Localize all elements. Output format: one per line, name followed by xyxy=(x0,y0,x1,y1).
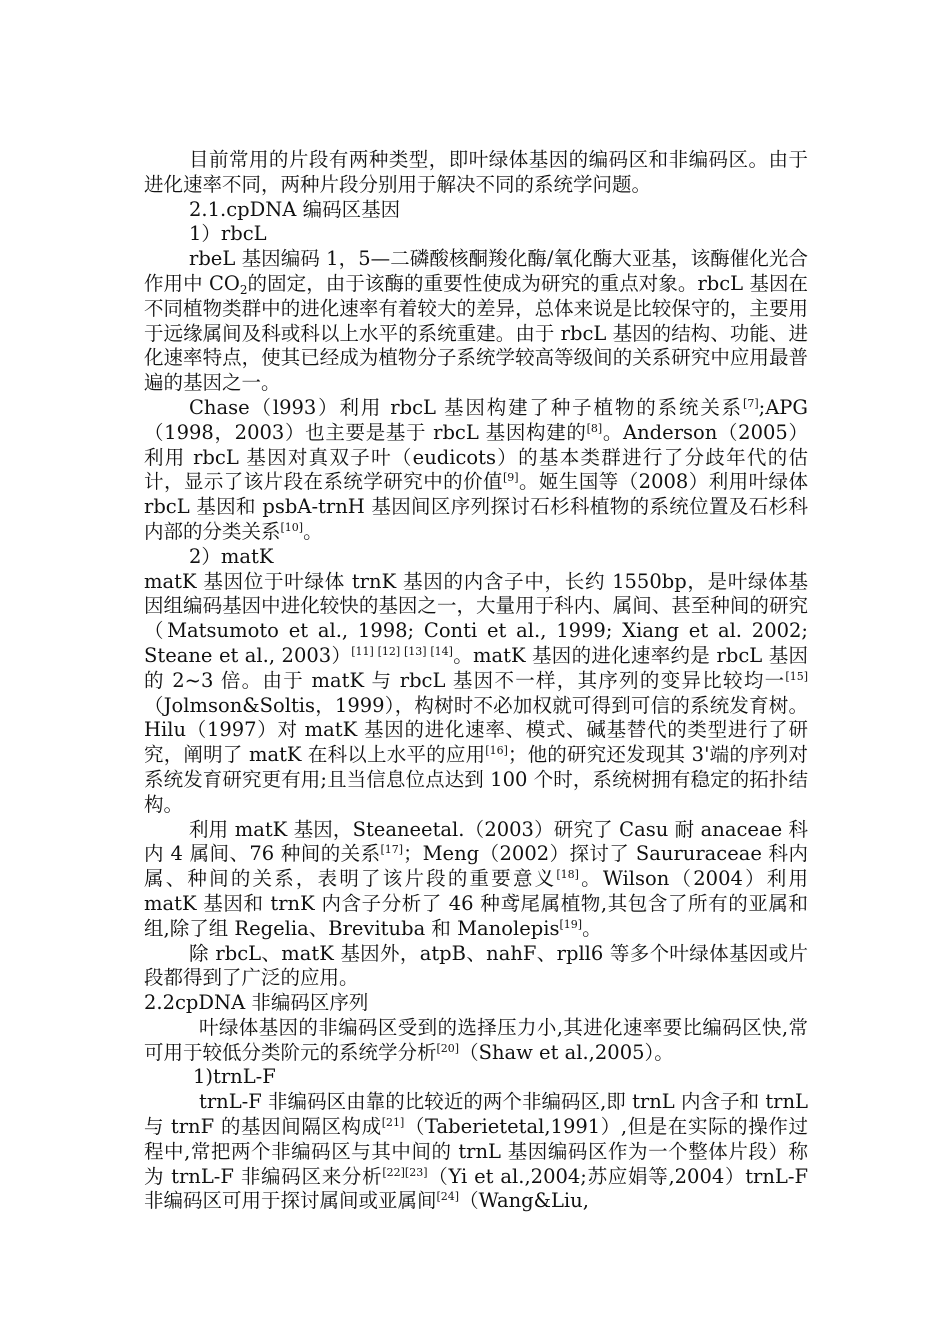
text-run: （Taberietetal,1991）,但是在实际的操作过程中,常把两个非编码区与其中间的 trnL 基因编码区作为一个整体片段）称为 trnL-F 非编码区来分析 xyxy=(144,1115,808,1188)
text-run: ；他的研究还发现其 3'端的序列对系统发育研究更有用;且当信息位点达到 100 个时，系统树拥有稳定的拓扑结构。 xyxy=(144,743,808,816)
paragraph xyxy=(144,1065,808,1090)
citation-ref: [7] xyxy=(743,396,759,410)
text-run: 1）rbcL xyxy=(189,222,267,246)
citation-ref: [21] xyxy=(381,1116,405,1130)
citation-ref: [15] xyxy=(785,669,808,683)
citation-ref: [10] xyxy=(280,520,304,534)
text-run: 目前常用的片段有两种类型，即叶绿体基因的编码区和非编码区。由于进化速率不同，两种片段分别用于解决不同的系统学问题。 xyxy=(144,148,808,196)
paragraph xyxy=(144,991,808,1016)
text-run: 2.2cpDNA 非编码区序列 xyxy=(144,991,369,1015)
citation-ref: [11] [12] [13] [14] xyxy=(351,644,453,658)
text-run: ;APG（1998，2003）也主要是基于 rbcL 基因构建的 xyxy=(144,395,808,444)
citation-ref: [20] xyxy=(436,1041,460,1055)
citation-ref: [24] xyxy=(436,1190,460,1204)
text-run: Chase（l993）利用 rbcL 基因构建了种子植物的系统关系 xyxy=(189,395,744,419)
text-run: 。matK 基因的进化速率约是 rbcL 基因的 2~3 倍。由于 matK 与 rbcL 基因不一样，其序列的变异比较均一 xyxy=(144,643,808,692)
text-run: 。Wilson（2004）利用 matK 基因和 trnK 内含子分析了 46 种鸢尾属植物,其包含了所有的亚属和组,除了组 Regelia、Brevituba 和 Manolepis xyxy=(144,867,808,940)
text-run: 。姬生国等（2008）利用叶绿体 rbcL 基因和 psbA-trnH 基因间区序列探讨石杉科植物的系统位置及石杉科内部的分类关系 xyxy=(144,470,808,543)
text-run: 1)trnL-F xyxy=(193,1065,276,1089)
text-run: （Jolmson&Soltis，1999），构树时不必加权就可得到可信的系统发育树。Hilu（1997）对 matK 基因的进化速率、模式、碱基替代的类型进行了研究，阐明了 matK 在科以上水平的应用 xyxy=(144,693,808,767)
citation-ref: [16] xyxy=(485,744,508,758)
text-run: 。Anderson（2005）利用 rbcL 基因对真双子叶（eudicots）的基本类群进行了分歧年代的估计，显示了该片段在系统学研究中的价值 xyxy=(144,420,808,494)
paragraph xyxy=(144,570,808,818)
citation-ref: [18] xyxy=(556,868,579,882)
citation-ref: [9] xyxy=(502,471,519,485)
citation-ref: [17] xyxy=(380,843,404,857)
text-run: 。 xyxy=(582,916,602,940)
text-run: matK 基因位于叶绿体 trnK 基因的内含子中，长约 1550bp，是叶绿体基因组编码基因中进化较快的基因之一，大量用于科内、属间、甚至种间的研究（Matsumoto et al., 1998; Conti et al., 1999; Xiang et al. 2002; Steane et al., 2003） xyxy=(144,569,808,667)
text-run: （Yi et al.,2004;苏应娟等,2004）trnL-F 非编码区可用于探讨属间或亚属间 xyxy=(144,1164,808,1213)
subscript: 2 xyxy=(239,282,248,297)
text-run: 叶绿体基因的非编码区受到的选择压力小,其进化速率要比编码区快,常可用于较低分类阶元的系统学分析 xyxy=(144,1015,808,1064)
text-run: 2.1.cpDNA 编码区基因 xyxy=(189,197,401,221)
paragraph xyxy=(144,1016,808,1066)
text-run: （Wang&Liu, xyxy=(459,1189,589,1213)
text-run: 。 xyxy=(303,519,323,543)
paragraph xyxy=(144,247,808,396)
text-run: （Shaw et al.,2005）。 xyxy=(459,1040,674,1064)
citation-ref: [19] xyxy=(559,917,583,931)
paragraph xyxy=(144,942,808,992)
paragraph xyxy=(144,1090,808,1214)
paragraph xyxy=(144,818,808,942)
paragraph xyxy=(144,545,808,570)
paragraph xyxy=(144,198,808,223)
text-run: 的固定，由于该酶的重要性使成为研究的重点对象。rbcL 基因在不同植物类群中的进化速率有着较大的差异，总体来说是比较保守的，主要用于远缘属间及科或科以上水平的系统重建。由于 rbcL 基因的结构、功能、进化速率特点，使其已经成为植物分子系统学较高等级间的关系研究中应用最普遍的基因之一。 xyxy=(144,271,809,395)
text-run: trnL-F 非编码区由靠的比较近的两个非编码区,即 trnL 内含子和 trnL 与 trnF 的基因间隔区构成 xyxy=(144,1090,808,1139)
citation-ref: [22][23] xyxy=(382,1165,428,1179)
paragraph xyxy=(144,222,808,247)
text-run: 除 rbcL、matK 基因外，atpB、nahF、rpll6 等多个叶绿体基因或片段都得到了广泛的应用。 xyxy=(144,941,808,990)
text-run: 2）matK xyxy=(189,544,274,568)
citation-ref: [8] xyxy=(586,421,603,435)
paragraph xyxy=(144,396,808,545)
body-text xyxy=(144,148,808,1214)
text-run: 利用 matK 基因，Steaneetal.（2003）研究了 Casu 耐 anaceae 科内 4 属间、76 种间的关系 xyxy=(144,817,808,866)
text-run: rbeL 基因编码 1，5—二磷酸核酮羧化酶/氧化酶大亚基，该酶催化光合作用中 CO xyxy=(144,247,808,295)
paragraph xyxy=(144,148,808,198)
text-run: ；Meng（2002）探讨了 Saururaceae 科内属、种间的关系，表明了该片段的重要意义 xyxy=(144,842,808,891)
